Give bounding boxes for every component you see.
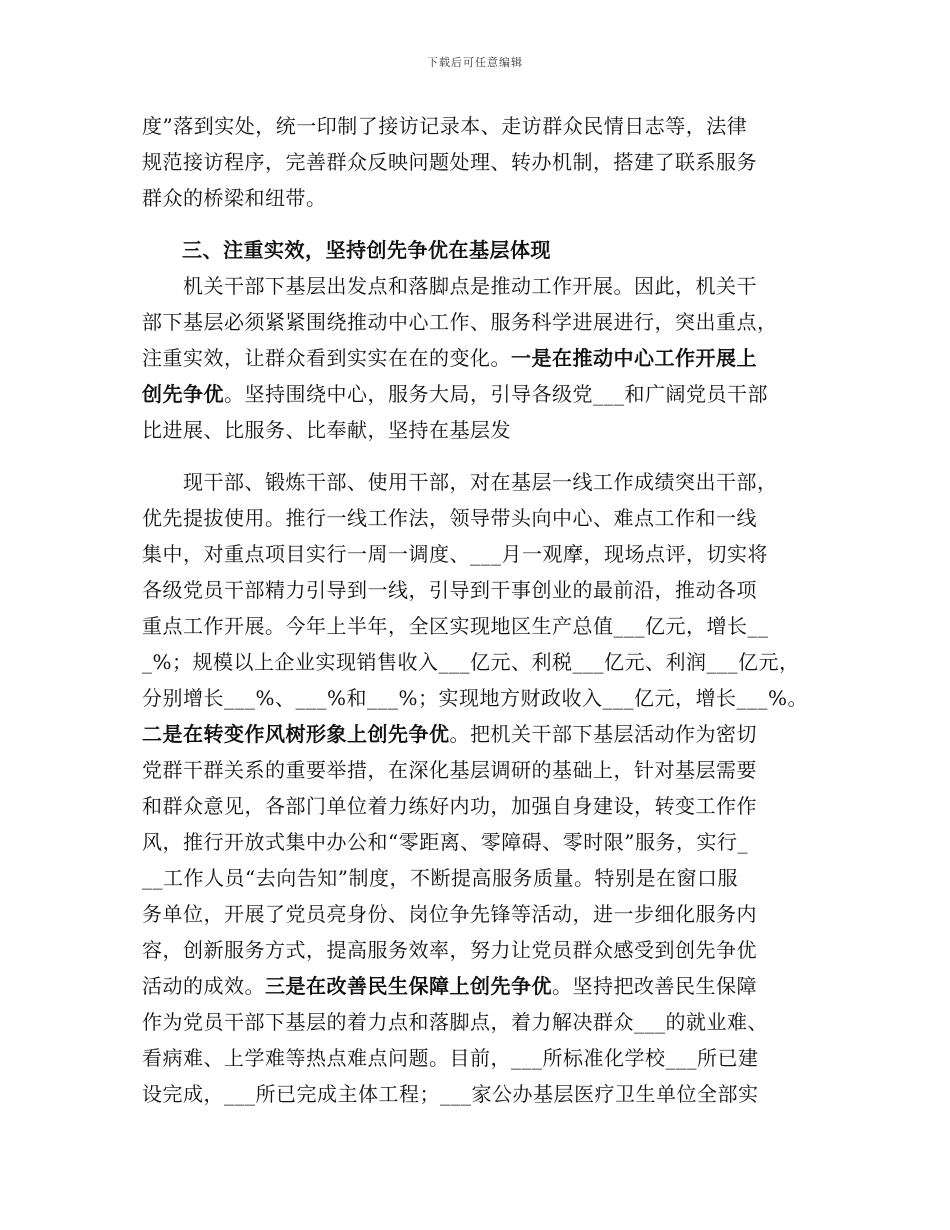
text-line: __工作人员“去向告知”制度，不断提高服务质量。特别是在窗口服 bbox=[142, 866, 738, 890]
document-body bbox=[142, 108, 822, 1112]
text-line: 容，创新服务方式，提高服务效率，努力让党员群众感受到创先争优 bbox=[142, 938, 757, 962]
bold-phrase: 三是在改善民生保障上创先争优 bbox=[265, 974, 552, 998]
text-line: 规范接访程序，完善群众反映问题处理、转办机制，搭建了联系服务 bbox=[142, 150, 757, 174]
text-line: 党群干群关系的重要举措，在深化基层调研的基础上，针对基层需要 bbox=[142, 758, 757, 782]
text-line: _%；规模以上企业实现销售收入___亿元、利税___亿元、利润___亿元， bbox=[142, 650, 800, 674]
text-line: 现干部、锻炼干部、使用干部，对在基层一线工作成绩突出干部， bbox=[142, 470, 778, 494]
bold-phrase: 二是在转变作风树形象上创先争优 bbox=[142, 722, 450, 746]
page-header: 下载后可任意编辑 bbox=[427, 56, 523, 69]
text-line: 集中，对重点项目实行一周一调度、___月一观摩，现场点评，切实将 bbox=[142, 542, 768, 566]
bold-phrase: 创先争优 bbox=[142, 382, 224, 406]
text-line: 部下基层必须紧紧围绕推动中心工作、服务科学进展进行，突出重点， bbox=[142, 310, 778, 334]
text-line: 创先争优。坚持围绕中心，服务大局，引导各级党___和广阔党员干部 bbox=[142, 382, 768, 406]
text-line: 重点工作开展。今年上半年，全区实现地区生产总值___亿元，增长__ bbox=[142, 614, 769, 638]
text-line: 看病难、上学难等热点难点问题。目前，___所标准化学校___所已建 bbox=[142, 1046, 759, 1070]
section-heading: 三、注重实效，坚持创先争优在基层体现 bbox=[182, 238, 551, 262]
text-line: 注重实效，让群众看到实实在在的变化。一是在推动中心工作开展上 bbox=[142, 346, 757, 370]
text-line: 作为党员干部下基层的着力点和落脚点，着力解决群众___的就业难、 bbox=[142, 1010, 768, 1034]
text-line: 优先提拔使用。推行一线工作法，领导带头向中心、难点工作和一线 bbox=[142, 506, 757, 530]
text-line: 和群众意见，各部门单位着力练好内功，加强自身建设，转变工作作 bbox=[142, 794, 757, 818]
text-line: 各级党员干部精力引导到一线，引导到干事创业的最前沿，推动各项 bbox=[142, 578, 757, 602]
bold-phrase: 一是在推动中心工作开展上 bbox=[511, 346, 757, 370]
text-line: 分别增长___%、___%和___%；实现地方财政收入___亿元，增长___%。 bbox=[142, 686, 809, 710]
text-line: 群众的桥梁和纽带。 bbox=[142, 186, 327, 210]
text-line: 务单位，开展了党员亮身份、岗位争先锋等活动，进一步细化服务内 bbox=[142, 902, 757, 926]
text-line: 度”落到实处，统一印制了接访记录本、走访群众民情日志等，法律 bbox=[142, 114, 748, 138]
text-line: 机关干部下基层出发点和落脚点是推动工作开展。因此，机关干 bbox=[142, 274, 757, 298]
text-line: 设完成，___所已完成主体工程；___家公办基层医疗卫生单位全部实 bbox=[142, 1082, 759, 1106]
text-line: 二是在转变作风树形象上创先争优。把机关干部下基层活动作为密切 bbox=[142, 722, 757, 746]
text-line: 活动的成效。三是在改善民生保障上创先争优。坚持把改善民生保障 bbox=[142, 974, 757, 998]
text-line: 风，推行开放式集中办公和“零距离、零障碍、零时限”服务，实行_ bbox=[142, 830, 748, 854]
text-line: 比进展、比服务、比奉献，坚持在基层发 bbox=[142, 418, 511, 442]
